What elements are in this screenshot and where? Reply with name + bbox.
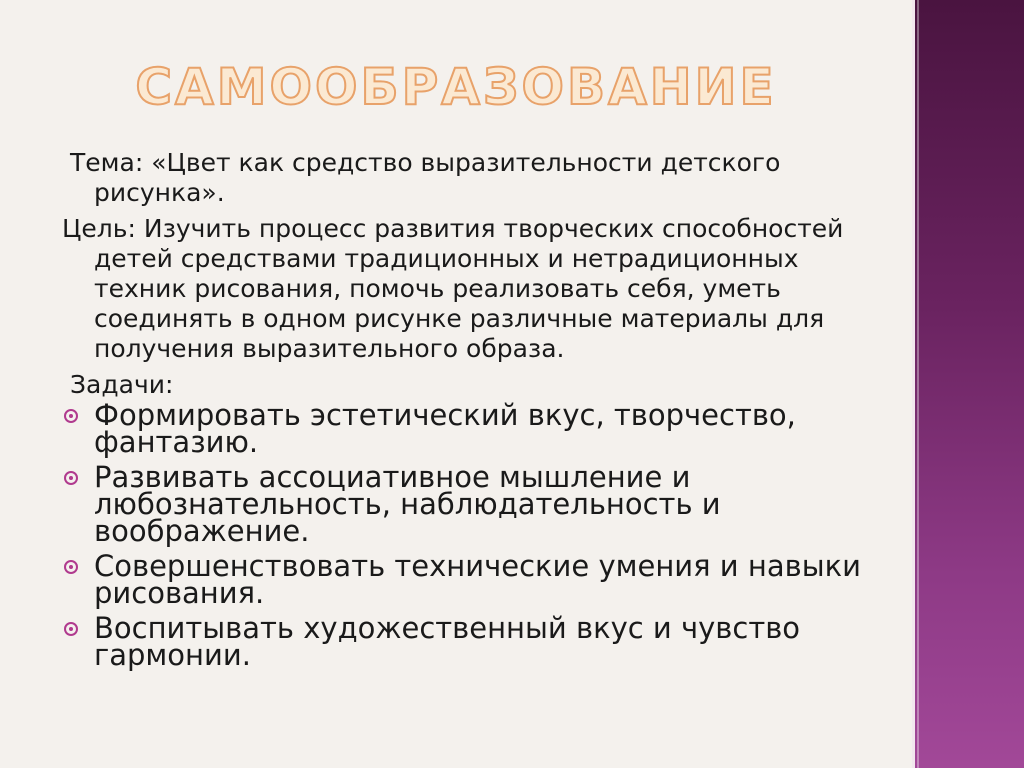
slide-title: САМООБРАЗОВАНИЕ xyxy=(135,58,777,116)
decorative-side-band xyxy=(912,0,1024,768)
task-item xyxy=(62,460,862,548)
task-text: Воспитывать художественный вкус и чувство гармонии. xyxy=(94,611,801,672)
tasks-label: Задачи: xyxy=(70,370,174,399)
slide-content xyxy=(62,148,862,677)
circle-bullet-icon xyxy=(64,471,78,485)
circle-bullet-icon xyxy=(64,560,78,574)
task-text: Совершенствовать технические умения и навыки рисования. xyxy=(94,549,861,610)
circle-bullet-icon xyxy=(64,622,78,636)
task-item xyxy=(62,611,862,672)
circle-bullet-icon xyxy=(64,409,78,423)
task-item xyxy=(62,549,862,610)
goal-text: Цель: Изучить процесс развития творческих способностей детей средствами традиционных и нетрадиционных техник рисования, помочь реализовать себя, уметь соединять в одном рисунке различные материалы для получения выразительного образа. xyxy=(62,214,844,363)
task-text: Развивать ассоциативное мышление и любознательность, наблюдательность и воображение. xyxy=(94,460,721,548)
theme-text: Тема: «Цвет как средство выразительности детского рисунка». xyxy=(70,148,781,207)
tasks-list xyxy=(62,398,862,672)
task-text: Формировать эстетический вкус, творчество, фантазию. xyxy=(94,398,796,459)
task-item xyxy=(62,398,862,459)
